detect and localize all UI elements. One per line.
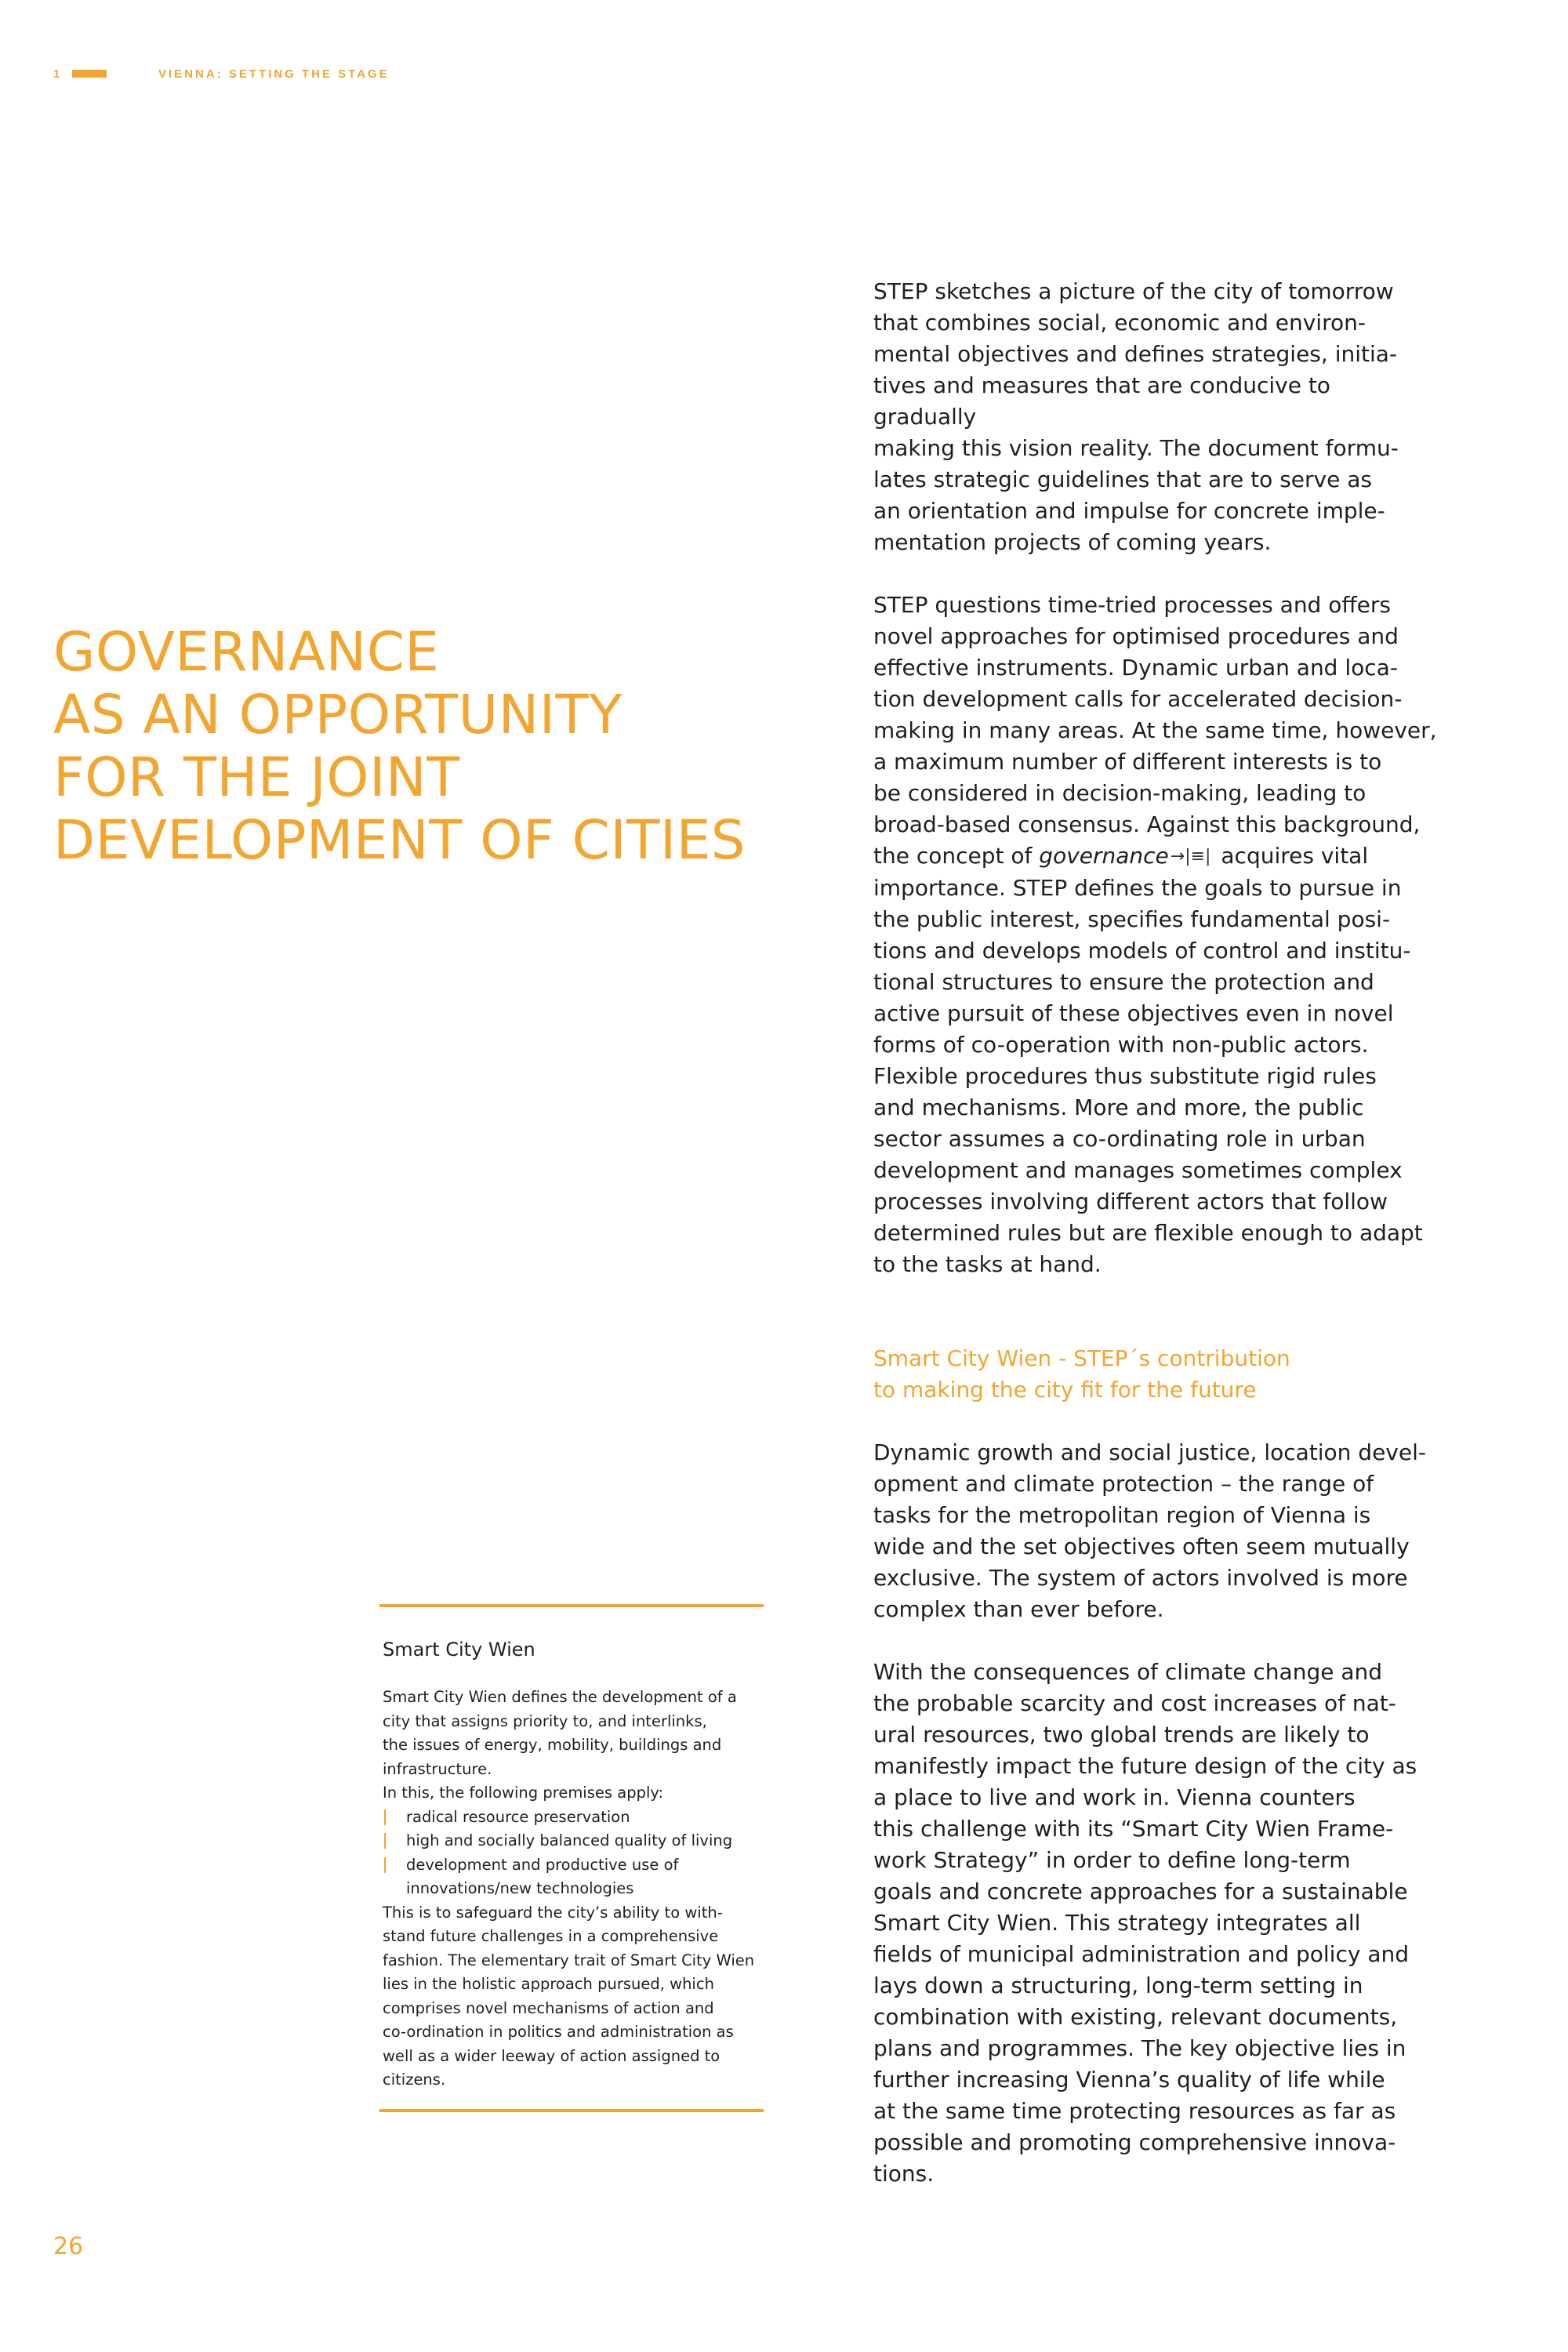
body-paragraph: With the consequences of climate change and the probable scarcity and cost increases of nat- ural resources, two global trends are likely to manifestly impact the future design of the city as a place to live and work in. Vienna counters this challenge with its “Smart City Wien Frame- work Strategy” in order to define long-term goals and concrete approaches for a sustainable Smart City Wien. This strategy integrates all fields of municipal administration and policy and lays down a structuring, long-term setting in combination with existing, relevant documents, plans and programmes. The key objective lies in further increasing Vienna’s quality of life while at the same time protecting resources as far as possible and promoting comprehensive innova- tions. [873,1659,1417,2187]
body-text: STEP questions time-tried processes and offers novel approaches for optimised procedures and effective instruments. Dynamic urban and loca- tion development calls for accelerated decision- making in many areas. At the same time, however, a maximum number of different interests is to be considered in decision-making, leading to broad-based consensus. Against this background, the concept of [873,592,1437,869]
body-paragraph: Dynamic growth and social justice, location devel- opment and climate protection – the range of tasks for the metropolitan region of Vienna is wide and the set objectives often seem mutually exclusive. The system of actors involved is more complex than ever before. [873,1439,1426,1622]
glossary-link-icon[interactable]: →|≡| [1170,847,1211,866]
page-title-line: DEVELOPMENT OF CITIES [53,809,746,872]
page-title [53,621,775,872]
premises-list [383,1806,764,1901]
sidebar-box-smart-city [379,1604,764,2112]
chapter-number: 1 [53,67,63,81]
glossary-term-governance[interactable]: governance [1039,843,1169,869]
chapter-marker-bar [72,70,107,78]
page-title-line: FOR THE JOINT [53,746,460,809]
list-item: radical resource preservation [383,1806,764,1830]
sidebar-body [383,1686,764,2092]
main-text-column [873,276,1438,2221]
page-title-line: GOVERNANCE [53,621,440,684]
running-header [53,66,390,82]
list-item: development and productive use of innovations/new technologies [383,1853,764,1901]
page-title-line: AS AN OPPORTUNITY [53,684,622,746]
sidebar-title: Smart City Wien [383,1639,535,1661]
page-number: 26 [53,2233,84,2260]
body-paragraph: STEP sketches a picture of the city of tomorrow that combines social, economic and environ- mental objectives and defines strategies, initia- tives and measures that are conducive to gradually making this vision reality. The document formu- lates strategic guidelines that are to serve as an orientation and impulse for concrete imple- mentation projects of coming years. [873,278,1399,555]
sidebar-outro: This is to safeguard the city’s ability to with- stand future challenges in a comprehensive fashion. The elementary trait of Smart City Wien lies in the holistic approach pursued, which comprises novel mechanisms of action and co-ordination in politics and administration as well as a wider leeway of action assigned to citizens. [383,1903,755,2089]
list-item: high and socially balanced quality of living [383,1829,764,1853]
sidebar-intro: Smart City Wien defines the development of a city that assigns priority to, and interlinks, the issues of energy, mobility, buildings and infrastructure. In this, the following premises apply: [383,1688,737,1802]
body-text: acquires vital importance. STEP defines the goals to pursue in the public interest, specifies fundamental posi- tions and develops models of control and institu- tional structures to ensure the protection and active pursuit of these objectives even in novel forms of co-operation with non-public actors. Flexible procedures thus substitute rigid rules and mechanisms. More and more, the public sector assumes a co-ordinating role in urban development and manages sometimes complex processes involving different actors that follow determined rules but are flexible enough to adapt to the tasks at hand. [873,843,1423,1277]
body-paragraph [873,590,1438,1280]
section-subheading: Smart City Wien - STEP´s contribution to making the city fit for the future [873,1345,1290,1403]
chapter-title: VIENNA: SETTING THE STAGE [158,67,390,81]
